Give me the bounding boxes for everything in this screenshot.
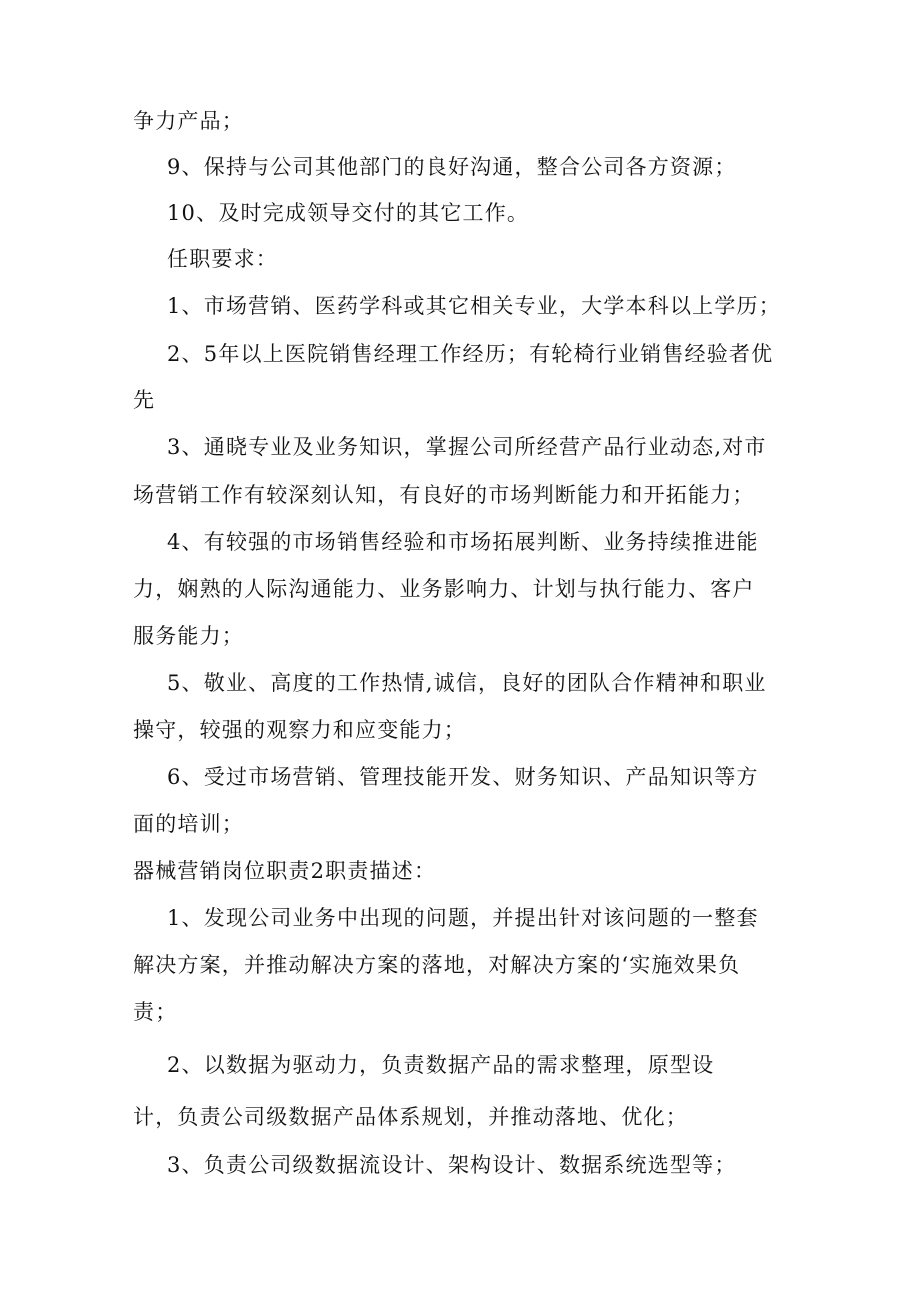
text-line-15: 6、受过市场营销、管理技能开发、财务知识、产品知识等方: [167, 765, 759, 789]
text-line-5: 1、市场营销、医药学科或其它相关专业，大学本科以上学历；: [167, 294, 781, 318]
section-heading-job-description: 器械营销岗位职责2职责描述：: [133, 859, 437, 883]
text-line-3: 10、及时完成领导交付的其它工作。: [167, 201, 530, 225]
section-heading-requirements: 任职要求：: [167, 247, 278, 271]
text-line-12: 服务能力；: [133, 624, 244, 648]
text-line-7: 先: [133, 388, 156, 412]
text-line-1: 争力产品；: [133, 109, 244, 133]
text-line-8: 3、通晓专业及业务知识，掌握公司所经营产品行业动态,对市: [167, 435, 767, 459]
text-line-19: 解决方案，并推动解决方案的落地，对解决方案的‘实施效果负: [133, 953, 741, 977]
text-line-21: 2、以数据为驱动力，负责数据产品的需求整理，原型设: [167, 1053, 715, 1077]
text-line-22: 计，负责公司级数据产品体系规划，并推动落地、优化；: [133, 1105, 688, 1129]
text-line-18: 1、发现公司业务中出现的问题，并提出针对该问题的一整套: [167, 906, 759, 930]
text-line-20: 责；: [133, 1000, 178, 1024]
text-line-16: 面的培训；: [133, 812, 244, 836]
text-line-6: 2、5年以上医院销售经理工作经历；有轮椅行业销售经验者优: [167, 342, 774, 366]
text-line-14: 操守，较强的观察力和应变能力；: [133, 718, 466, 742]
text-line-11: 力，娴熟的人际沟通能力、业务影响力、计划与执行能力、客户: [133, 577, 755, 601]
text-line-10: 4、有较强的市场销售经验和市场拓展判断、业务持续推进能: [167, 530, 759, 554]
text-line-23: 3、负责公司级数据流设计、架构设计、数据系统选型等；: [167, 1153, 737, 1177]
text-line-13: 5、敬业、高度的工作热情,诚信，良好的团队合作精神和职业: [167, 671, 767, 695]
text-line-9: 场营销工作有较深刻认知，有良好的市场判断能力和开拓能力；: [133, 483, 755, 507]
text-line-2: 9、保持与公司其他部门的良好沟通，整合公司各方资源；: [167, 155, 737, 179]
